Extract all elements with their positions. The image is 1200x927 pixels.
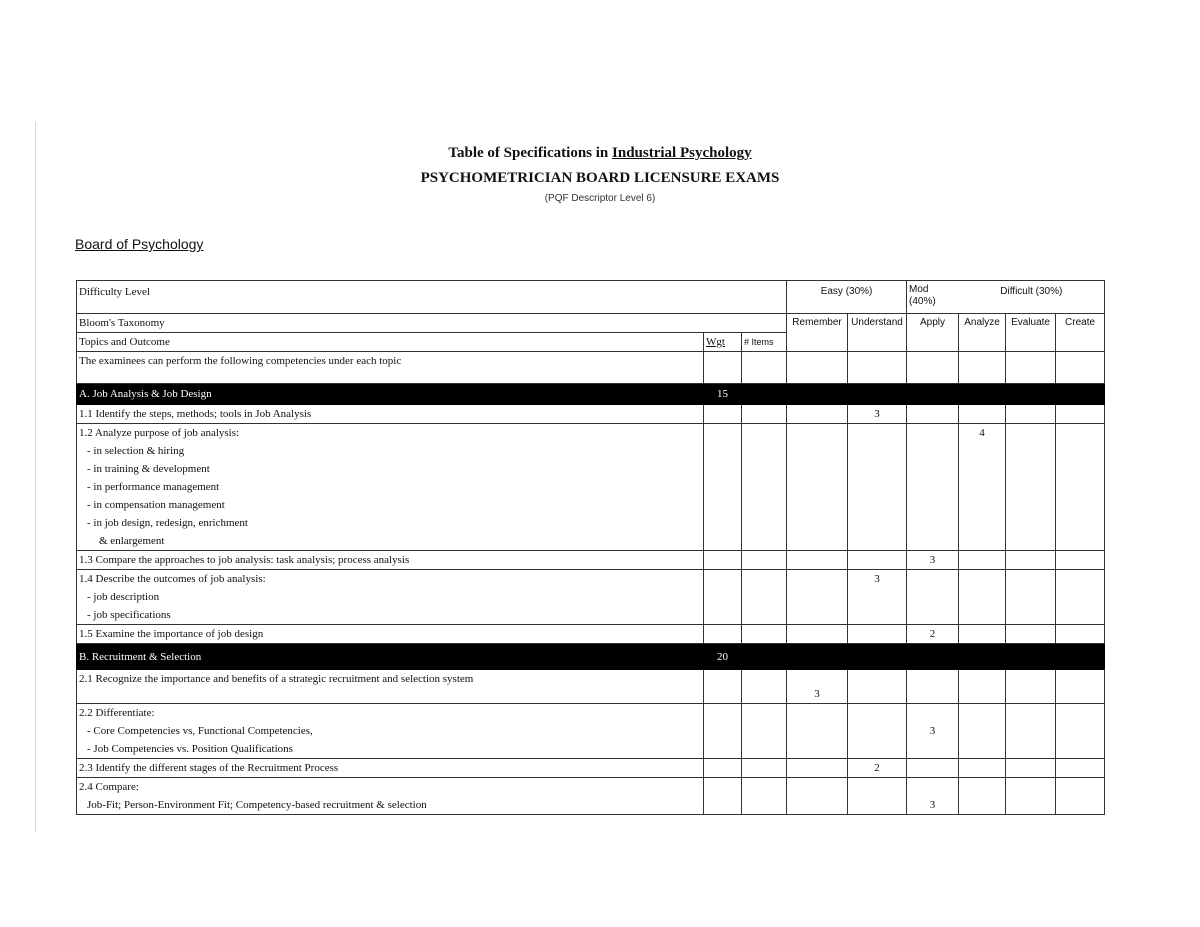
topic-line: 1.1 Identify the steps, methods; tools in Job Analysis <box>79 408 312 420</box>
apply-count: 3 <box>907 778 959 815</box>
topic-line: 2.1 Recognize the importance and benefits of a strategic recruitment and selection system <box>79 673 474 685</box>
topic-subline: - job description <box>87 591 160 603</box>
topic-cell <box>77 625 704 644</box>
apply-count: 3 <box>907 551 959 570</box>
topic-cell <box>77 778 704 815</box>
topic-line: 2.3 Identify the different stages of the Recruitment Process <box>79 762 339 774</box>
remember-count: 3 <box>787 670 848 704</box>
create-header: Create <box>1056 314 1105 352</box>
apply-count: 3 <box>907 704 959 759</box>
topic-cell <box>77 424 704 551</box>
topic-subline: - Core Competencies vs, Functional Competencies, <box>87 725 313 737</box>
section-title: B. Recruitment & Selection <box>77 644 704 670</box>
topic-cell <box>77 670 704 704</box>
difficult-header: Difficult (30%) <box>959 281 1105 314</box>
topic-subline: - in compensation management <box>87 499 225 511</box>
document-title <box>0 145 1200 162</box>
topic-line: 2.2 Differentiate: <box>79 707 155 719</box>
table-row <box>77 424 1105 551</box>
section-header <box>77 384 1105 405</box>
intro-text: The examinees can perform the following competencies under each topic <box>77 352 704 384</box>
topic-line: 1.2 Analyze purpose of job analysis: <box>79 427 240 439</box>
table-row <box>77 625 1105 644</box>
topic-cell <box>77 551 704 570</box>
difficulty-level-label: Difficulty Level <box>77 281 787 314</box>
topic-subline: - in selection & hiring <box>87 445 185 457</box>
table-row <box>77 778 1105 815</box>
topic-cell <box>77 570 704 625</box>
topic-cell <box>77 759 704 778</box>
easy-header: Easy (30%) <box>787 281 907 314</box>
mod-header: Mod (40%) <box>907 281 959 314</box>
topic-line: 1.3 Compare the approaches to job analysis: task analysis; process analysis <box>79 554 410 566</box>
table-row <box>77 570 1105 625</box>
section-weight: 15 <box>704 384 742 405</box>
understand-count: 3 <box>848 570 907 625</box>
blooms-label: Bloom's Taxonomy <box>77 314 787 333</box>
title-subject: Industrial Psychology <box>612 145 752 161</box>
document-subtitle: PSYCHOMETRICIAN BOARD LICENSURE EXAMS <box>420 170 780 186</box>
title-prefix: Table of Specifications in <box>448 145 613 161</box>
analyze-header: Analyze <box>959 314 1006 352</box>
table-row <box>77 405 1105 424</box>
remember-header: Remember <box>787 314 848 352</box>
table-row <box>77 551 1105 570</box>
topic-subline: & enlargement <box>99 535 165 547</box>
table-row <box>77 704 1105 759</box>
board-heading: Board of Psychology <box>75 236 204 252</box>
topic-subline: - in job design, redesign, enrichment <box>87 517 248 529</box>
table-row <box>77 670 1105 704</box>
items-label: # Items <box>742 333 787 352</box>
evaluate-header: Evaluate <box>1006 314 1056 352</box>
header-row-difficulty <box>77 281 1105 314</box>
apply-header: Apply <box>907 314 959 352</box>
header-row-blooms <box>77 314 1105 333</box>
topic-subline: - in performance management <box>87 481 220 493</box>
topic-subline: - Job Competencies vs. Position Qualifications <box>87 743 293 755</box>
section-weight: 20 <box>704 644 742 670</box>
topics-label: Topics and Outcome <box>77 333 704 352</box>
wgt-label: Wgt <box>704 333 742 352</box>
topic-subline: Job-Fit; Person-Environment Fit; Competency-based recruitment & selection <box>87 799 427 811</box>
topic-cell <box>77 405 704 424</box>
topic-subline: - in training & development <box>87 463 210 475</box>
apply-count: 2 <box>907 625 959 644</box>
topic-cell <box>77 704 704 759</box>
analyze-count: 4 <box>959 424 1006 551</box>
section-title: A. Job Analysis & Job Design <box>77 384 704 405</box>
section-header <box>77 644 1105 670</box>
topic-line: 2.4 Compare: <box>79 781 139 793</box>
document-descriptor: (PQF Descriptor Level 6) <box>544 193 656 204</box>
understand-header: Understand <box>848 314 907 352</box>
table-row <box>77 759 1105 778</box>
topic-line: 1.4 Describe the outcomes of job analysis: <box>79 573 266 585</box>
topic-subline: - job specifications <box>87 609 171 621</box>
understand-count: 3 <box>848 405 907 424</box>
intro-row <box>77 352 1105 384</box>
topic-line: 1.5 Examine the importance of job design <box>79 628 264 640</box>
understand-count: 2 <box>848 759 907 778</box>
specifications-table <box>76 280 1105 815</box>
left-margin-rule <box>35 122 36 832</box>
